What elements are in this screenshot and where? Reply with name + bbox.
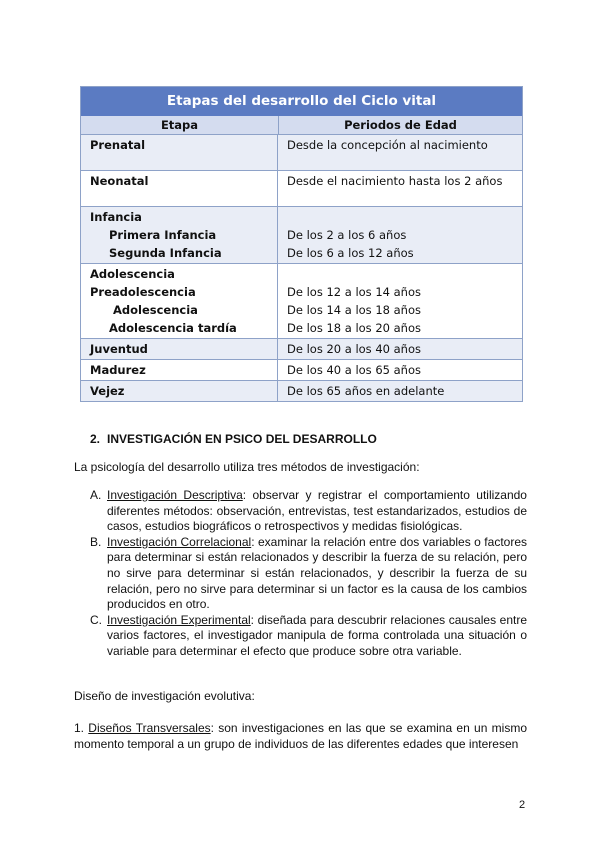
period-cell: De los 65 años en adelante xyxy=(287,384,445,398)
design-prefix: 1. xyxy=(74,721,89,735)
table-row xyxy=(81,171,522,207)
stage-cell: Juventud xyxy=(90,342,148,356)
design-paragraph xyxy=(74,721,527,752)
substage-cell: Segunda Infancia xyxy=(109,246,222,260)
stage-cell: Neonatal xyxy=(90,174,149,188)
period-cell: De los 40 a los 65 años xyxy=(287,363,421,377)
period-cell: De los 2 a los 6 años xyxy=(287,228,407,242)
stage-cell: Adolescencia xyxy=(90,267,175,281)
method-name: Investigación Experimental xyxy=(107,612,251,627)
table-header xyxy=(81,116,522,135)
header-period: Periodos de Edad xyxy=(344,118,457,132)
list-marker: A. xyxy=(90,488,102,502)
list-item xyxy=(90,488,527,535)
list-item xyxy=(90,613,527,660)
method-name: Investigación Descriptiva xyxy=(107,488,243,502)
list-item xyxy=(90,535,527,613)
stage-cell: Madurez xyxy=(90,363,146,377)
life-cycle-table xyxy=(80,86,523,402)
stage-cell: Infancia xyxy=(90,210,142,224)
list-marker: B. xyxy=(90,534,102,549)
header-stage: Etapa xyxy=(81,116,279,134)
substage-cell: Primera Infancia xyxy=(109,228,217,242)
section-heading xyxy=(90,432,377,446)
method-desc: : examinar la relación entre dos variables o factores para determinar si están relacionados y describir la fuerza de su relación, pero no sirve para determinar si están relacionados, y describir la fuerza de su relación, pero no sirve para determinar si un factor es la causa de los cambios producidos en otro. xyxy=(107,534,527,612)
table-row xyxy=(81,339,522,360)
table-title: Etapas del desarrollo del Ciclo vital xyxy=(81,87,522,116)
table-row xyxy=(81,360,522,381)
period-cell: De los 6 a los 12 años xyxy=(287,246,414,260)
period-cell: De los 14 a los 18 años xyxy=(287,303,421,317)
substage-cell: Adolescencia tardía xyxy=(109,321,237,335)
period-cell: Desde el nacimiento hasta los 2 años xyxy=(287,174,503,188)
period-cell: De los 12 a los 14 años xyxy=(287,285,421,299)
period-cell: De los 18 a los 20 años xyxy=(287,321,421,335)
design-name: Diseños Transversales xyxy=(88,721,211,735)
table-row xyxy=(81,135,522,171)
period-cell: Desde la concepción al nacimiento xyxy=(287,138,488,152)
method-desc: : diseñada para descubrir relaciones causales entre varios factores, el investigador manipula de forma controlada una situación o variable para determinar el efecto que produce sobre otra variable. xyxy=(107,612,527,658)
list-marker: C. xyxy=(90,612,102,627)
intro-paragraph: La psicología del desarrollo utiliza tres métodos de investigación: xyxy=(74,460,420,474)
section-number: 2. xyxy=(90,432,101,446)
substage-cell: Preadolescencia xyxy=(90,285,196,299)
method-desc: : observar y registrar el comportamiento utilizando diferentes métodos: observación, entrevistas, test estandarizados, estudios de casos, estudios biográficos o retrospectivos y medidas fisiológicas. xyxy=(107,488,527,534)
method-name: Investigación Correlacional xyxy=(107,534,252,549)
stage-cell: Prenatal xyxy=(90,138,146,152)
table-row xyxy=(81,207,522,264)
methods-list xyxy=(90,488,527,660)
page-number: 2 xyxy=(519,799,526,811)
section-title: INVESTIGACIÓN EN PSICO DEL DESARROLLO xyxy=(107,432,377,446)
period-cell: De los 20 a los 40 años xyxy=(287,342,421,356)
table-row xyxy=(81,264,522,339)
table-row xyxy=(81,381,522,401)
stage-cell: Vejez xyxy=(90,384,125,398)
substage-cell: Adolescencia xyxy=(113,303,198,317)
design-desc: : son investigaciones en las que se examina en un mismo momento temporal a un grupo de individuos de las diferentes edades que interesen xyxy=(74,721,527,751)
design-intro: Diseño de investigación evolutiva: xyxy=(74,689,255,703)
